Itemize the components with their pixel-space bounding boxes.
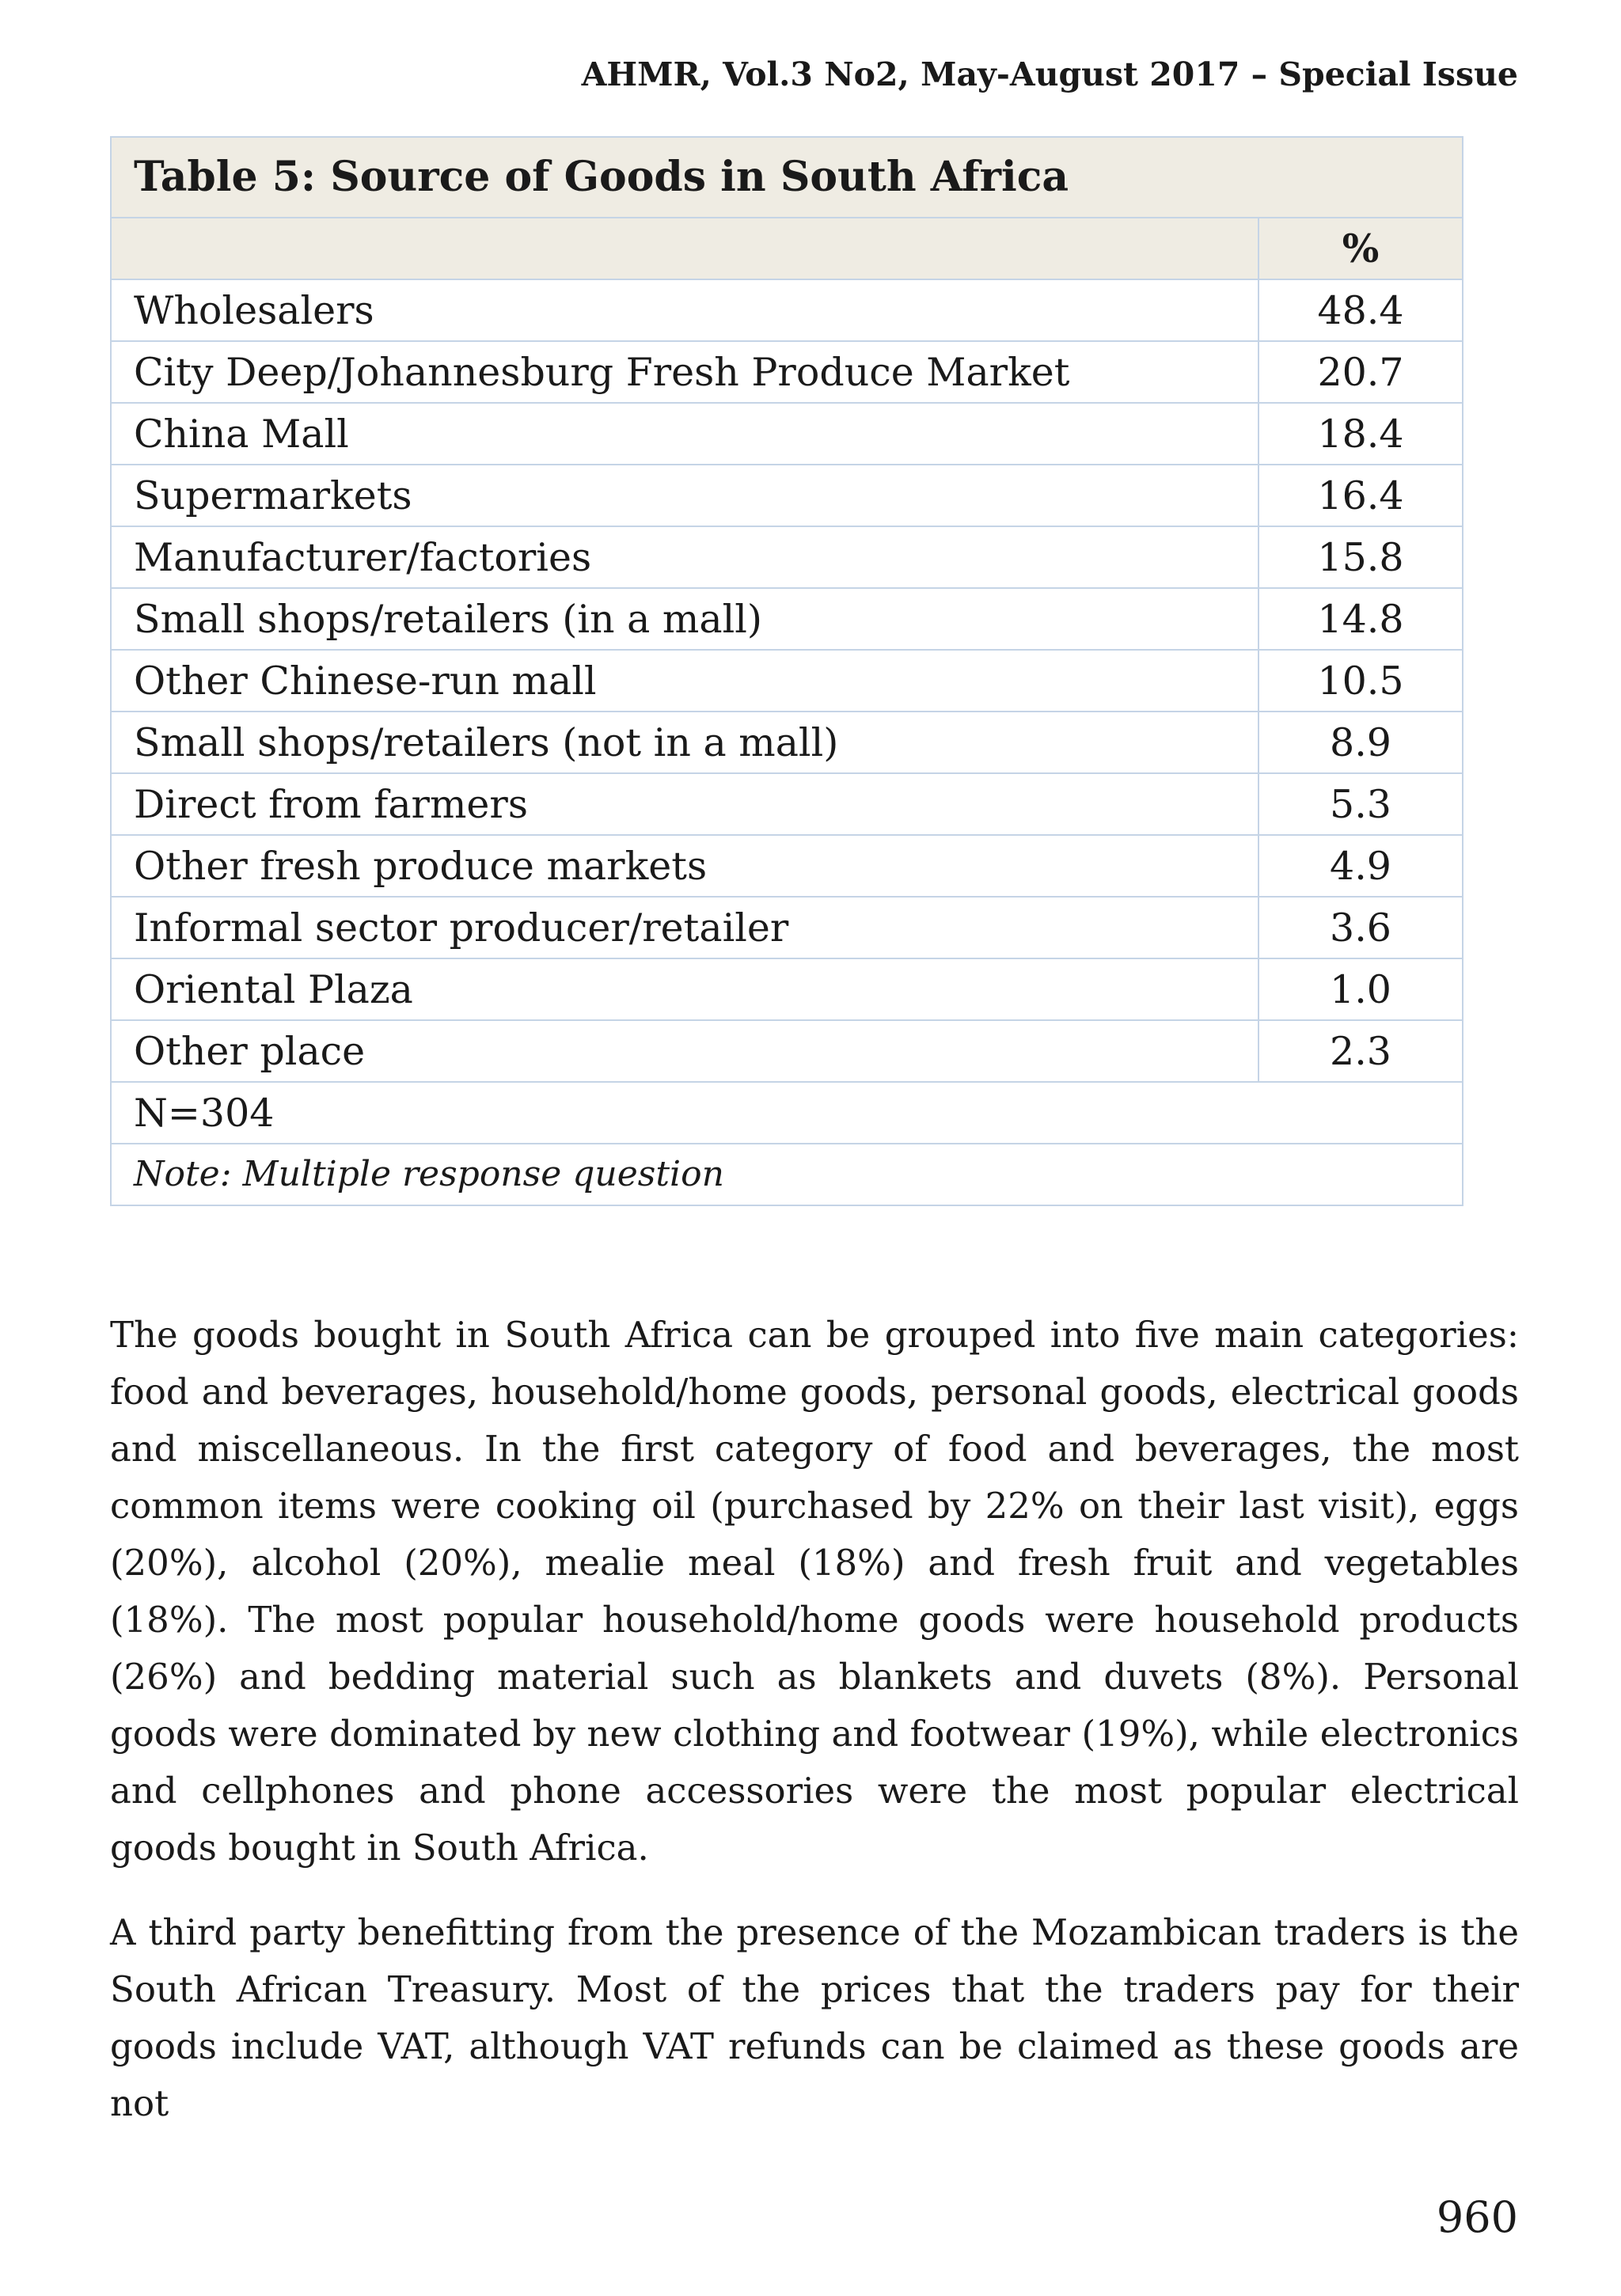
page-number: 960	[1436, 2192, 1518, 2242]
row-label: Other fresh produce markets	[111, 835, 1258, 897]
row-label: Supermarkets	[111, 465, 1258, 526]
table-header-row	[111, 218, 1463, 279]
percent-column-header: %	[1258, 218, 1463, 279]
row-value: 5.3	[1258, 773, 1463, 835]
row-value: 20.7	[1258, 341, 1463, 403]
row-label: Direct from farmers	[111, 773, 1258, 835]
row-label: Other Chinese-run mall	[111, 650, 1258, 712]
table-title: Table 5: Source of Goods in South Africa	[111, 137, 1463, 218]
table-row	[111, 958, 1463, 1020]
row-label: Wholesalers	[111, 279, 1258, 341]
table-title-row	[111, 137, 1463, 218]
table-row	[111, 526, 1463, 588]
table-row	[111, 773, 1463, 835]
table-row	[111, 835, 1463, 897]
row-value: 16.4	[1258, 465, 1463, 526]
row-value: 3.6	[1258, 897, 1463, 958]
body-paragraph-2: A third party benefitting from the presence of the Mozambican traders is the South African Treasury. Most of the prices that the traders pay for their goods include VAT, although VAT refunds can be claimed as these goods are not	[110, 1911, 1519, 2124]
table-row	[111, 588, 1463, 650]
row-label: China Mall	[111, 403, 1258, 465]
row-value: 14.8	[1258, 588, 1463, 650]
row-value: 8.9	[1258, 712, 1463, 773]
row-label: Manufacturer/factories	[111, 526, 1258, 588]
table-row	[111, 650, 1463, 712]
row-label: Other place	[111, 1020, 1258, 1082]
table-row	[111, 712, 1463, 773]
row-value: 48.4	[1258, 279, 1463, 341]
sample-size: N=304	[111, 1082, 1463, 1144]
row-label: Oriental Plaza	[111, 958, 1258, 1020]
table-row	[111, 1020, 1463, 1082]
table-note: Note: Multiple response question	[111, 1144, 1463, 1205]
row-label: Informal sector producer/retailer	[111, 897, 1258, 958]
row-label: City Deep/Johannesburg Fresh Produce Market	[111, 341, 1258, 403]
row-value: 2.3	[1258, 1020, 1463, 1082]
source-of-goods-table	[110, 136, 1463, 1206]
note-row	[111, 1144, 1463, 1205]
row-label: Small shops/retailers (in a mall)	[111, 588, 1258, 650]
table-row	[111, 465, 1463, 526]
table-row	[111, 341, 1463, 403]
table-row	[111, 897, 1463, 958]
header-blank-cell	[111, 218, 1258, 279]
row-value: 4.9	[1258, 835, 1463, 897]
running-header: AHMR, Vol.3 No2, May-August 2017 – Special Issue	[581, 55, 1518, 93]
row-value: 15.8	[1258, 526, 1463, 588]
body-paragraph-1: The goods bought in South Africa can be grouped into five main categories: food and beverages, household/home goods, personal goods, electrical goods and miscellaneous. In the first category of food and beverages, the most common items were cooking oil (purchased by 22% on their last visit), eggs (20%), alcohol (20%), mealie meal (18%) and fresh fruit and vegetables (18%). The most popular household/home goods were household products (26%) and bedding material such as blankets and duvets (8%). Personal goods were dominated by new clothing and footwear (19%), while electronics and cellphones and phone accessories were the most popular electrical goods bought in South Africa.	[110, 1314, 1519, 1869]
sample-size-row	[111, 1082, 1463, 1144]
row-value: 10.5	[1258, 650, 1463, 712]
table-row	[111, 279, 1463, 341]
row-value: 18.4	[1258, 403, 1463, 465]
row-value: 1.0	[1258, 958, 1463, 1020]
row-label: Small shops/retailers (not in a mall)	[111, 712, 1258, 773]
table-row	[111, 403, 1463, 465]
